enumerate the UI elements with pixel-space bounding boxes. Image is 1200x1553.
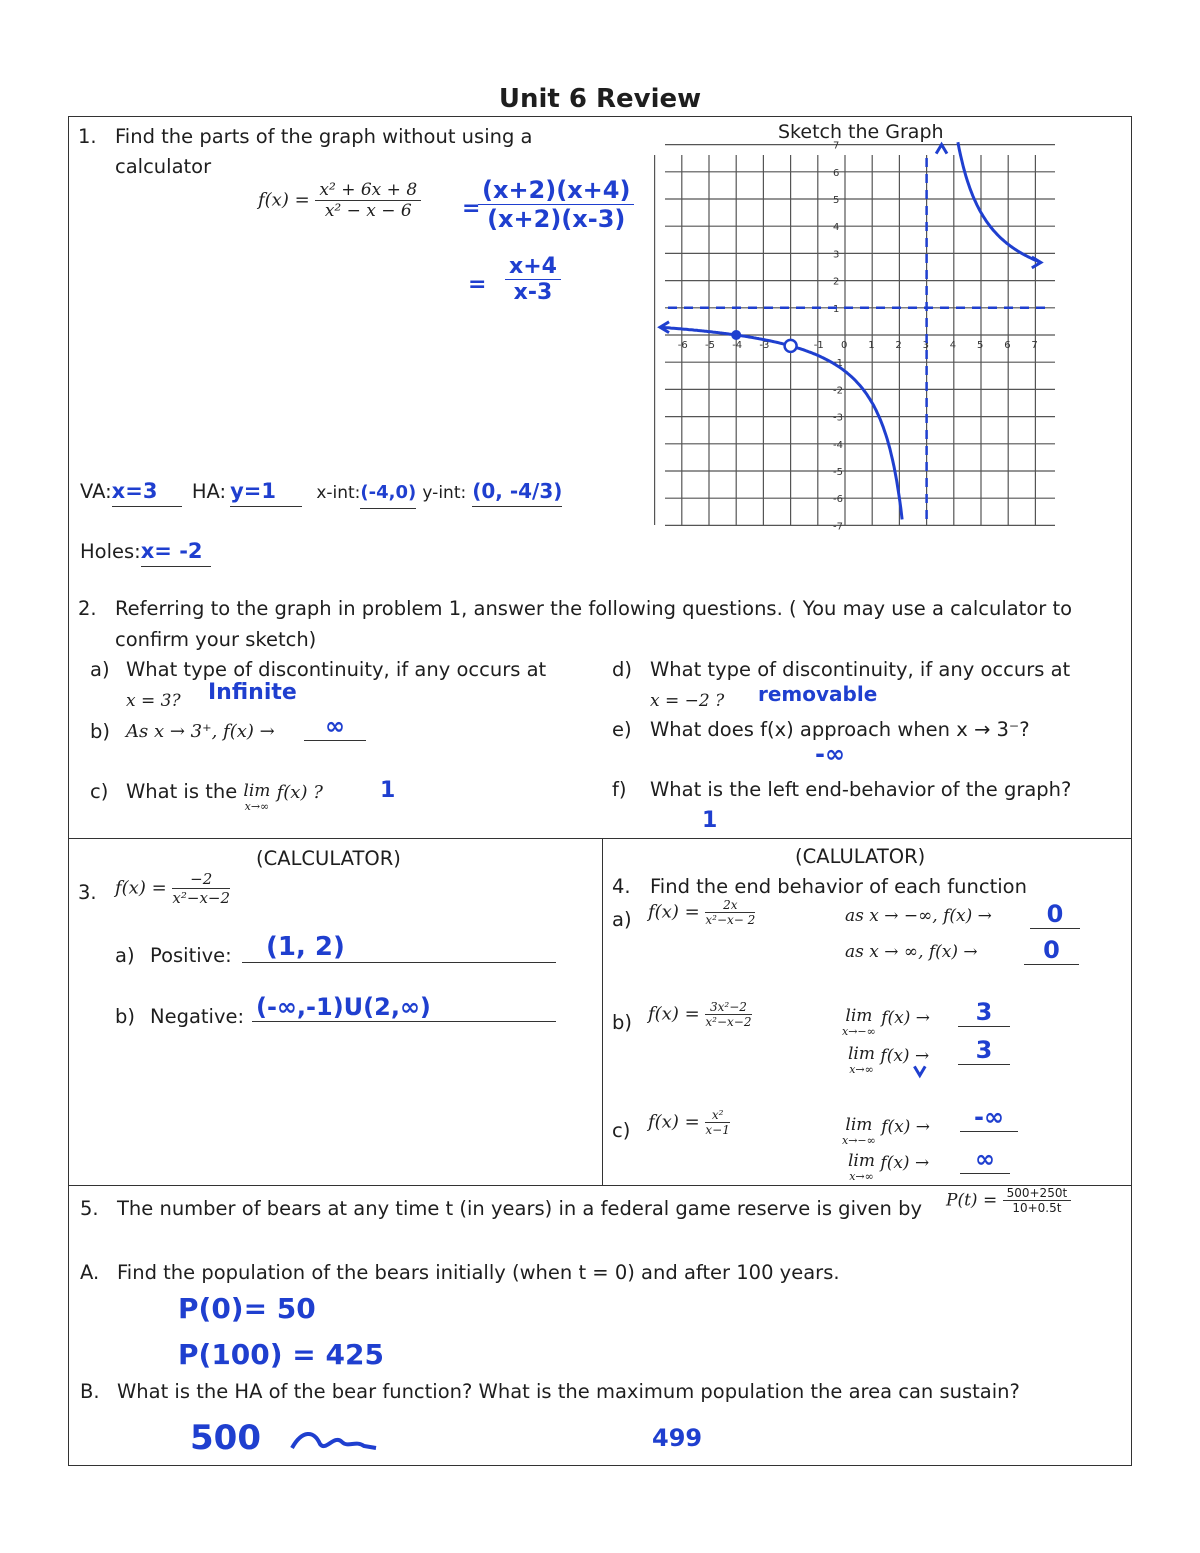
q4c-lim1-sub: x→−∞ [842,1134,876,1147]
q3b-label: b) [115,1005,135,1028]
q2-number: 2. [78,597,97,620]
q5A-answer1: P(0)= 50 [178,1292,316,1325]
q2c-lim-sub: x→∞ [244,800,270,813]
q5B-answer2: 499 [652,1424,703,1452]
q4-header: (CALULATOR) [795,845,926,868]
va-label: VA: [80,480,112,503]
q2c-fx: f(x) ? [276,782,323,803]
q4a-denominator: x²−x− 2 [705,913,756,927]
q4c-lim2-sub: x→∞ [849,1170,874,1183]
q5A-answer2: P(100) = 425 [178,1338,384,1371]
hw-simplified-numerator: x+4 [505,254,561,280]
q2c-label: c) [90,780,109,803]
q3b-text: Negative: [150,1005,245,1028]
y-tick-label: -4 [833,439,843,451]
va-answer: x=3 [112,476,182,507]
q2d-answer: removable [758,682,878,706]
q2d-text2: x = −2 ? [650,691,725,711]
q4b-numerator: 3x²−2 [705,1000,751,1015]
q3-number: 3. [78,881,97,904]
x-tick-label: 6 [1004,340,1011,351]
sketch-graph [660,140,1060,533]
q2a-text: What type of discontinuity, if any occurs at [126,658,547,681]
x-tick-label: 2 [895,340,902,351]
q4c-lim2 [848,1153,875,1185]
q4c-lim2-fx: f(x) → [880,1153,930,1173]
q5-pt-denominator: 10+0.5t [1012,1201,1062,1215]
q4c-lim2-word: lim [848,1151,875,1171]
q4b-lim2-word: lim [848,1044,875,1064]
q4b-limit1 [842,1008,930,1040]
q3a-text: Positive: [150,944,232,967]
q5-number: 5. [80,1197,99,1220]
q2c-text: What is the [126,780,238,803]
xint-label: x-int: [316,483,361,503]
q4b-line2-answer: 3 [958,1036,1010,1065]
q4b-lim1-fx: f(x) → [881,1008,931,1028]
q5B-label: B. [80,1380,100,1403]
x-tick-label: 3 [922,340,929,351]
hw-eq2: = [468,272,487,297]
hw-factored [478,176,634,233]
x-tick-label: 1 [868,340,875,351]
yint-label: y-int: [422,483,467,503]
q4a-fraction [705,898,755,927]
hw-factored-numerator: (x+2)(x+4) [478,176,634,205]
q2a-answer: Infinite [208,680,297,705]
q5B-answer1: 500 [190,1418,261,1458]
graph-title: Sketch the Graph [778,121,944,143]
q2d-label: d) [612,658,632,681]
q2-text-line1: Referring to the graph in problem 1, answer the following questions. ( You may use a calculator to [115,597,1073,620]
q4c-line1-answer: -∞ [960,1103,1018,1132]
q1-fraction [315,180,421,221]
q5-text: The number of bears at any time t (in years) in a federal game reserve is given by [117,1197,922,1220]
q2e-answer: -∞ [815,740,845,768]
q2f-label: f) [612,778,627,801]
y-tick-label: -1 [833,358,843,370]
q5-pt-lhs: P(t) = [946,1190,998,1211]
q3-function [115,870,230,907]
q2d-text: What type of discontinuity, if any occurs at [650,658,1071,681]
q4b-limit2 [848,1046,929,1078]
left-branch-curve [660,327,902,519]
q4b-lim2-sub: x→∞ [849,1063,874,1076]
q3-denominator: x²−x−2 [172,889,231,907]
q4a-line2: as x → ∞, f(x) → [845,942,978,962]
hole-open-circle [785,340,797,352]
q4b-lim2 [848,1046,875,1078]
ha-answer: y=1 [230,476,302,507]
q4b-lim1-word: lim [845,1006,873,1026]
hw-factored-denominator: (x+2)(x-3) [487,205,626,233]
x-tick-label: -6 [677,340,688,351]
y-tick-label: -3 [833,412,843,424]
q3-numerator: −2 [172,870,230,889]
q4b-label: b) [612,1011,632,1034]
q2b-text: As x → 3⁺, f(x) → [126,721,275,742]
q4c-limit2 [848,1153,929,1185]
q4c-label: c) [612,1119,631,1142]
x-intercept-point [731,330,741,340]
q1-function [258,180,421,221]
q2a-label: a) [90,658,110,681]
q2c-question [126,777,323,815]
x-tick-label: 0 [841,340,848,351]
q4c-lhs: f(x) = [648,1111,700,1133]
y-tick-label: 6 [833,167,840,179]
y-tick-label: 1 [833,303,840,315]
q2b-label: b) [90,720,110,743]
q4a-line1: as x → −∞, f(x) → [845,906,992,926]
divider-q2-q3 [68,838,1132,839]
q4b-fraction [705,1000,751,1029]
q2-text-line2: confirm your sketch) [115,628,317,651]
holes-row [80,536,211,567]
q2b-answer: ∞ [304,712,366,741]
hw-factored-fraction [478,176,634,233]
q4b-lim1-sub: x→−∞ [842,1025,876,1038]
q4a-lhs: f(x) = [648,901,700,923]
graph-grid [655,145,1055,526]
q5-pt-numerator: 500+250t [1003,1186,1072,1201]
q3b-answer: (-∞,-1)U(2,∞) [252,993,556,1022]
q4a-label: a) [612,908,632,931]
x-tick-label: 5 [977,340,984,351]
scribble-mark [290,1426,380,1456]
q3a-answer: (1, 2) [242,932,556,963]
page-title: Unit 6 Review [498,84,702,114]
q4c-lim1-fx: f(x) → [881,1117,931,1137]
yint-answer: (0, -4/3) [472,476,562,507]
q3-fx-lhs: f(x) = [115,877,167,899]
q1-denominator: x² − x − 6 [324,201,412,221]
q4c-function [648,1108,730,1137]
y-tick-label: 5 [833,195,840,206]
q2e-text: What does f(x) approach when x → 3⁻? [650,718,1030,741]
xint-answer: (-4,0) [360,478,416,509]
hw-simplified [505,254,561,305]
q5-pt-fraction [1003,1186,1072,1215]
q1-numerator: x² + 6x + 8 [315,180,421,201]
q2a-text2: x = 3? [126,691,181,711]
q4-text: Find the end behavior of each function [650,875,1027,898]
holes-answer: x= -2 [141,536,211,567]
q1-text-line1: Find the parts of the graph without using a [115,125,533,148]
q2c-limit [243,783,270,815]
q2e-label: e) [612,718,632,741]
x-tick-label: 7 [1031,340,1038,351]
hw-eq1: = [462,196,481,221]
q2f-answer: 1 [702,808,718,833]
y-tick-label: -5 [833,467,843,478]
q2c-answer: 1 [380,778,396,803]
divider-q3-q4 [602,838,603,1185]
q3a-label: a) [115,944,135,967]
q1-fx-lhs: f(x) = [258,189,310,211]
q4c-limit1 [842,1117,930,1149]
q2f-text: What is the left end-behavior of the graph? [650,778,1072,801]
q4a-line1-answer: 0 [1030,900,1080,929]
q4c-line2-answer: ∞ [960,1145,1010,1174]
ha-label: HA: [191,480,227,503]
y-tick-label: 7 [833,140,840,152]
y-tick-label: 2 [833,276,840,288]
q4-number: 4. [612,875,631,898]
q5B-text: What is the HA of the bear function? What is the maximum population the area can sustain? [117,1380,1020,1403]
q5A-label: A. [80,1261,100,1284]
hw-simplified-denominator: x-3 [513,280,553,305]
q4b-lim2-fx: f(x) → [880,1046,930,1066]
q2c-lim-word: lim [243,781,271,801]
q1-text-line2: calculator [115,155,212,178]
q3-header: (CALCULATOR) [256,847,401,870]
q4b-line1-answer: 3 [958,998,1010,1027]
q5-pt-function [946,1186,1071,1215]
q4a-line2-answer: 0 [1024,936,1079,965]
q4c-denominator: x−1 [705,1123,730,1137]
x-tick-label: -3 [759,340,770,351]
q4c-numerator: x² [705,1108,729,1123]
q4b-function [648,1000,752,1029]
y-tick-label: -7 [833,521,843,533]
y-tick-label: 3 [833,249,840,261]
y-tick-label: -2 [833,385,843,397]
q1-number: 1. [78,125,97,148]
holes-label: Holes: [80,540,141,563]
y-tick-label: -6 [833,494,843,506]
q4a-numerator: 2x [705,898,755,913]
q1-asymptotes-row [80,476,562,509]
q3-fraction [172,870,230,907]
q4c-lim1-word: lim [845,1115,873,1135]
x-tick-label: 4 [949,340,957,351]
q4c-lim1 [842,1117,876,1149]
q4c-fraction [705,1108,729,1137]
q4b-lim1 [842,1008,876,1040]
x-tick-label: -1 [813,340,824,351]
arrow-head [1032,257,1041,268]
y-tick-label: 4 [833,222,840,234]
q4b-denominator: x²−x−2 [705,1015,752,1029]
x-tick-label: -4 [732,340,743,351]
q4b-lhs: f(x) = [648,1003,700,1025]
q5A-text: Find the population of the bears initially (when t = 0) and after 100 years. [117,1261,840,1284]
right-branch-curve [958,142,1041,262]
hw-simplified-fraction [505,254,561,305]
x-tick-label: -5 [705,340,715,351]
q4a-function [648,898,755,927]
